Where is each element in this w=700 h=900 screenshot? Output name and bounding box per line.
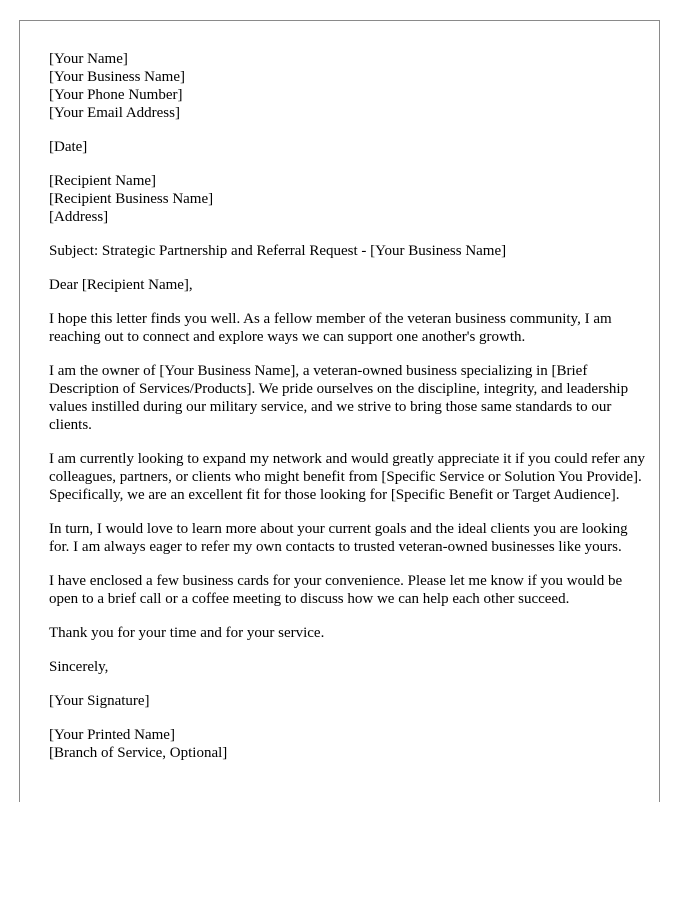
letter-page	[19, 20, 660, 802]
body-paragraph-about: I am the owner of [Your Business Name], a veteran-owned business specializing in [Brief Description of Services/Products]. We pride ourselves on the discipline, integrity, and leadership values instilled during our military service, and we strive to bring those same standards to our clients.	[49, 363, 629, 433]
letter-date: [Date]	[49, 139, 88, 155]
date-block	[49, 138, 649, 156]
sender-name: [Your Name]	[49, 51, 128, 67]
subject-line: Subject: Strategic Partnership and Referral Request - [Your Business Name]	[49, 243, 507, 259]
body-paragraph-thanks: Thank you for your time and for your service.	[49, 625, 325, 641]
salutation: Dear [Recipient Name],	[49, 277, 193, 293]
body-paragraph-reciprocity: In turn, I would love to learn more about your current goals and the ideal clients you are looking for. I am always eager to refer my own contacts to trusted veteran-owned businesses like yours.	[49, 521, 628, 555]
recipient-block	[49, 172, 649, 226]
title-line: [Branch of Service, Optional]	[49, 745, 228, 761]
body-paragraph-intro: I hope this letter finds you well. As a fellow member of the veteran business community, I am reaching out to connect and explore ways we can support one another's growth.	[49, 311, 612, 345]
body-paragraph-enclosure: I have enclosed a few business cards for your convenience. Please let me know if you would be open to a brief call or a coffee meeting to discuss how we can help each other succeed.	[49, 573, 623, 607]
sender-phone: [Your Phone Number]	[49, 87, 183, 103]
sender-email: [Your Email Address]	[49, 105, 180, 121]
sender-business: [Your Business Name]	[49, 69, 185, 85]
printed-name: [Your Printed Name]	[49, 727, 175, 743]
recipient-name: [Recipient Name]	[49, 173, 157, 189]
closing: Sincerely,	[49, 659, 109, 675]
letter-body	[49, 50, 649, 778]
recipient-address: [Address]	[49, 209, 109, 225]
signature: [Your Signature]	[49, 693, 150, 709]
recipient-business: [Recipient Business Name]	[49, 191, 214, 207]
printed-name-block	[49, 726, 649, 762]
body-paragraph-request: I am currently looking to expand my network and would greatly appreciate it if you could refer any colleagues, partners, or clients who might benefit from [Specific Service or Solution You Provide]. Specifically, we are an excellent fit for those looking for [Specific Benefit or Target Audience].	[49, 451, 646, 503]
sender-block	[49, 50, 649, 122]
